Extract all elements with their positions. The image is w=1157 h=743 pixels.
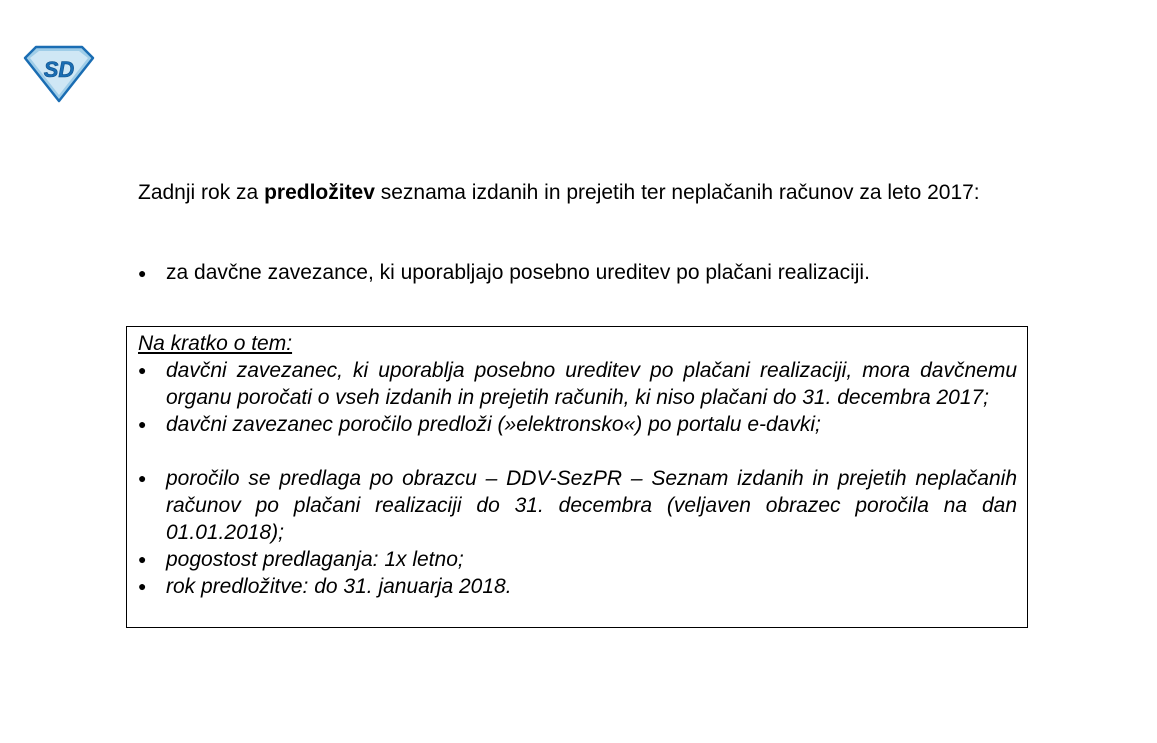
bullet-icon: ● <box>138 416 147 432</box>
bullet-icon: ● <box>138 578 147 594</box>
intro-text-end: seznama izdanih in prejetih ter neplačanih računov za leto 2017: <box>374 181 980 204</box>
list-item <box>138 573 1017 600</box>
list-item-text: pogostost predlaganja: 1x letno; <box>166 548 464 571</box>
list-item-text: poročilo se predlaga po obrazcu – DDV-SezPR – Seznam izdanih in prejetih neplačanih računov po plačani realizaciji do 31. decembra (veljaven obrazec poročila na dan 01.01.2018); <box>166 467 1017 544</box>
summary-box <box>126 326 1028 628</box>
intro-bold-term: predložitev <box>264 181 375 204</box>
intro-paragraph <box>138 172 1038 213</box>
svg-text:SD: SD <box>43 57 75 82</box>
list-item-text: davčni zavezanec poročilo predloži (»elektronsko«) po portalu e-davki; <box>166 413 821 436</box>
bullet-icon: ● <box>138 362 147 378</box>
list-item <box>138 465 1017 546</box>
bullet-icon: ● <box>138 551 147 567</box>
intro-text-start: Zadnji rok za <box>138 181 265 204</box>
company-logo <box>22 44 96 104</box>
list-item-text: rok predložitve: do 31. januarja 2018. <box>166 575 512 598</box>
shield-logo-icon <box>22 44 96 104</box>
bullet-icon: ● <box>138 265 147 281</box>
list-item <box>138 411 1017 438</box>
intro-bullet-item <box>138 258 1038 288</box>
list-item-text: davčni zavezanec, ki uporablja posebno ureditev po plačani realizaciji, mora davčnemu organu poročati o vseh izdanih in prejetih računih, ki niso plačani do 31. decembra 2017; <box>166 359 1017 409</box>
bullet-icon: ● <box>138 470 147 486</box>
list-item <box>138 357 1017 411</box>
intro-bullet-text: za davčne zavezance, ki uporabljajo posebno ureditev po plačani realizaciji. <box>166 261 870 284</box>
summary-list <box>138 357 1017 600</box>
summary-box-title: Na kratko o tem: <box>138 332 293 355</box>
list-item <box>138 546 1017 573</box>
